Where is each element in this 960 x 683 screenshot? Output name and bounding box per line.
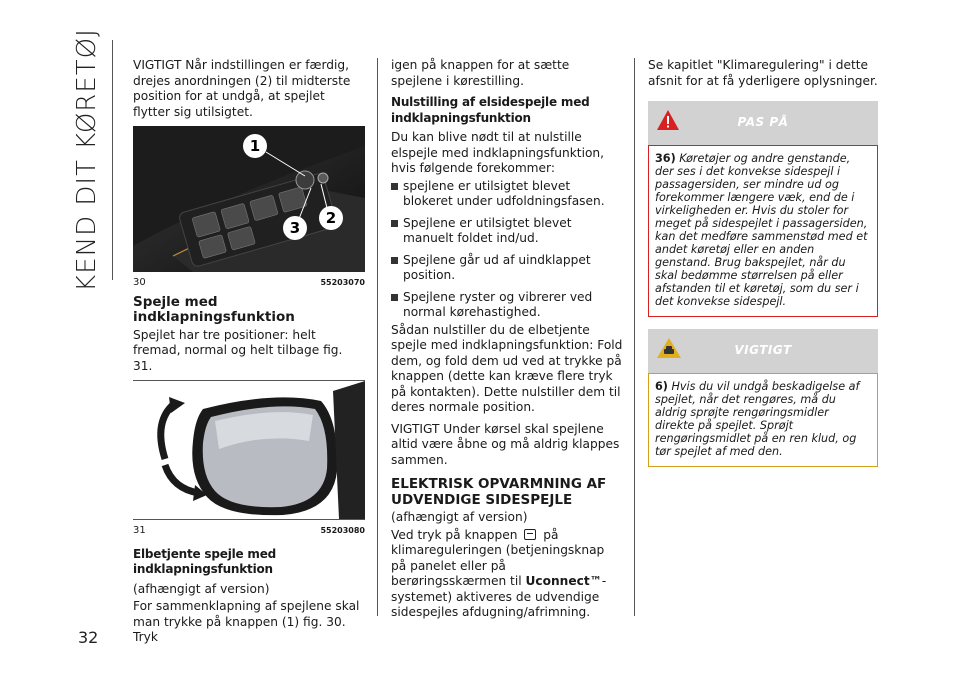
subsection-heading: Nulstilling af elsidespejle med indklapningsfunktion	[391, 95, 590, 125]
caution-text: Køretøjer og andre genstande, der ses i det konvekse sidespejl i passagersiden, ser mindre ud og forekommer længere væk, end de i virkeligheden er. Hvis du stoler for meget på sidespejlet i passagersiden, kan det medføre sammenstød med et andet køretøj eller en anden genstand. Brug bakspejlet, når du skal bedømme størrelsen på eller afstanden til et køretøj, som du ser i det konvekse sidespejl.	[655, 152, 868, 308]
chapter-rule	[112, 40, 113, 280]
column-divider	[634, 58, 635, 616]
section-heading: ELEKTRISK OPVARMNING AF UDVENDIGE SIDESPEJLE	[391, 476, 607, 508]
callout-2: 2	[319, 206, 343, 230]
chapter-title-text: KEND DIT KØRETØJ	[72, 28, 102, 292]
brand-name: Uconnect™	[525, 574, 602, 588]
caution-box	[648, 145, 878, 317]
figure-30-caption	[133, 275, 365, 291]
body-text: igen på knappen for at sætte spejlene i kørestilling.	[391, 58, 570, 88]
callout-1: 1	[243, 134, 267, 158]
column-divider	[377, 58, 378, 616]
body-text-part: Ved tryk på knappen	[391, 527, 518, 542]
figure-rule	[133, 519, 365, 520]
section-heading: Spejle med indklapningsfunktion	[133, 293, 295, 325]
important-number: 6)	[655, 380, 668, 393]
subsection-heading: Elbetjente spejle med indklapningsfunktion	[133, 546, 277, 576]
important-banner	[648, 329, 878, 373]
bullet-item: Spejlene er utilsigtet blevet manuelt foldet ind/ud.	[391, 216, 623, 247]
bullet-item: spejlene er utilsigtet blevet blokeret under udfoldningsfasen.	[391, 179, 623, 210]
body-text: Se kapitlet "Klimaregulering" i dette afsnit for at få yderligere oplysninger.	[648, 58, 878, 88]
column-1	[133, 58, 365, 652]
mirror-heater-icon	[524, 529, 536, 540]
figure-number: 31	[133, 525, 146, 536]
version-note: (afhængigt af version)	[391, 510, 528, 524]
important-box	[648, 373, 878, 467]
body-text-part: -systemet) aktiveres de udvendige sidespejles afdugning/afrimning.	[391, 574, 607, 619]
page-number: 32	[78, 628, 99, 647]
intro-note: VIGTIGT Når indstillingen er færdig, drejes anordningen (2) til midterste position for at undgå, at spejlet flytter sig utilsigtet.	[133, 58, 351, 119]
body-text: For sammenklapning af spejlene skal man trykke på knappen (1) fig. 30. Tryk	[133, 599, 360, 644]
figure-code: 55203080	[320, 526, 365, 535]
body-text-part: på klimareguleringen (betjeningsknap på panelet eller på berøringsskærmen til	[391, 527, 605, 588]
figure-number: 30	[133, 277, 146, 288]
figure-30	[133, 126, 365, 272]
figure-31-caption	[133, 523, 365, 539]
side-mirror-image	[133, 381, 365, 519]
body-text: Du kan blive nødt til at nulstille elspejle med indklapningsfunktion, hvis følgende forekommer:	[391, 130, 605, 175]
chapter-title	[62, 28, 112, 292]
body-text	[391, 528, 623, 621]
important-title: VIGTIGT	[734, 343, 792, 357]
important-text: Hvis du vil undgå beskadigelse af spejlet, når det rengøres, må du aldrig sprøjte rengøringsmidler direkte på spejlet. Sprøjt rengøringsmidlet på en ren klud, og tør spejlet af med den.	[655, 380, 860, 458]
bullet-item: Spejlene går ud af uindklappet position.	[391, 253, 623, 284]
caution-number: 36)	[655, 152, 676, 165]
important-note: VIGTIGT Under kørsel skal spejlene altid være åbne og må aldrig klappes sammen.	[391, 421, 620, 467]
version-note: (afhængigt af version)	[133, 581, 270, 596]
bullet-item: Spejlene ryster og vibrerer ved normal kørehastighed.	[391, 290, 623, 321]
caution-banner	[648, 101, 878, 145]
figure-code: 55203070	[320, 278, 365, 287]
column-2	[391, 58, 623, 627]
column-3	[648, 58, 878, 467]
body-text: Spejlet har tre positioner: helt fremad, normal og helt tilbage fig. 31.	[133, 327, 343, 373]
figure-31	[133, 381, 365, 519]
caution-title: PAS PÅ	[737, 115, 789, 129]
callout-3: 3	[283, 216, 307, 240]
body-text: Sådan nulstiller du de elbetjente spejle med indklapningsfunktion: Fold dem, og fold dem ud ved at trykke på knappen (dette kan kræve flere tryk på kontakten). Dette nulstiller dem til deres normale position.	[391, 322, 623, 414]
